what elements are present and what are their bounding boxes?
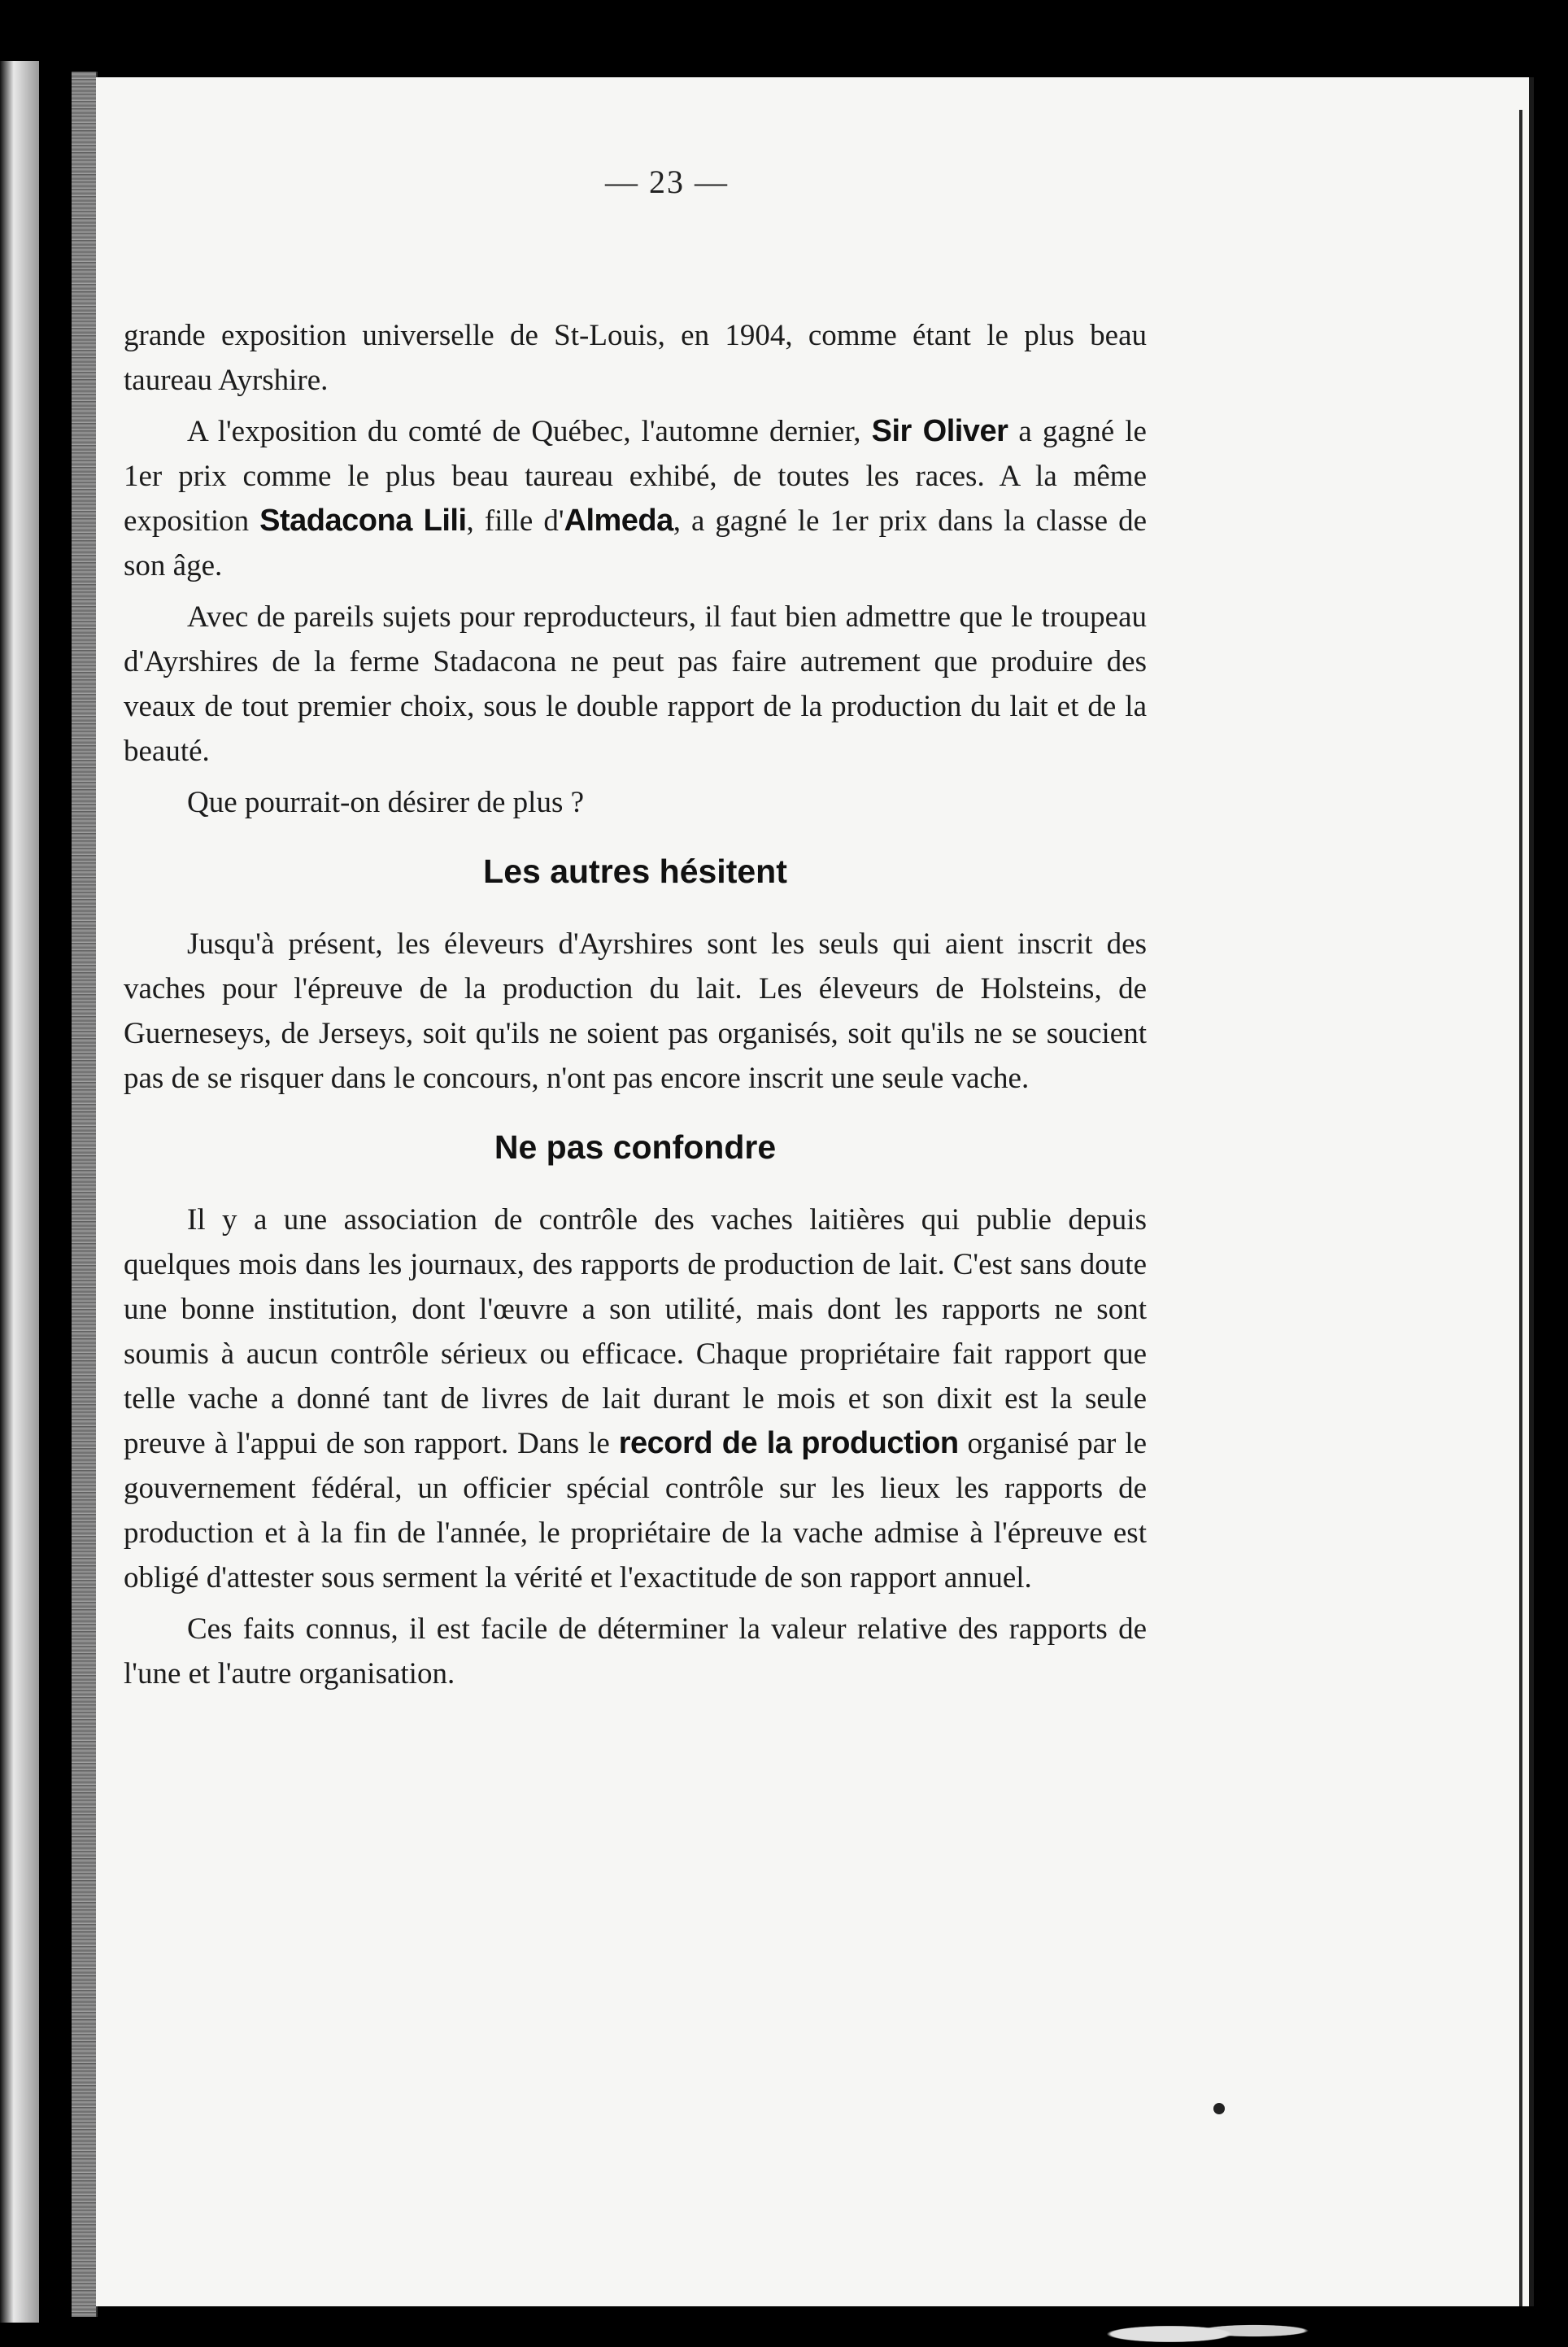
paragraph-2-text-e: , a gagné le 1er prix dans la classe de son âge. [124, 504, 1148, 582]
page-body [124, 313, 1147, 1703]
paragraph-6 [124, 1197, 1147, 1600]
bold-record-de-la-production: record de la production [618, 1426, 959, 1460]
paragraph-5: Jusqu'à présent, les éleveurs d'Ayrshires sont les seuls qui aient inscrit des vaches pour l'épreuve de la production du lait. Les éleveurs de Holsteins, de Guerneseys, de Jerseys, soit qu'ils ne soient pas organisés, soit qu'ils ne se soucient pas de se risquer dans le concours, n'ont pas encore inscrit une seule vache. [124, 927, 1147, 1095]
bold-name-almeda: Almeda [564, 504, 673, 538]
bold-name-sir-oliver: Sir Oliver [871, 414, 1008, 448]
ink-dot [1213, 2103, 1225, 2114]
bold-name-stadacona-lili: Stadacona Lili [259, 504, 467, 538]
paragraph-6-text-c: organisé par le gouvernement fédéral, un officier spécial contrôle sur les lieux les rapports de production et à la fin de l'année, le propriétaire de la vache admise à l'épreuve est obligé d'attester sous serment la vérité et l'exactitude de son rapport annuel. [124, 1427, 1147, 1594]
scan-bottom-artifact [1106, 2314, 1318, 2347]
paragraph-6-text-a: Il y a une association de contrôle des vaches laitières qui publie depuis quelques mois dans les journaux, des rapports de production de lait. C'est sans doute une bonne institution, dont l'œuvre a son utilité, mais dont les rapports ne sont soumis à aucun contrôle sérieux ou efficace. Chaque propriétaire fait rapport que telle vache a donné tant de livres de lait durant le mois et son dixit est la seule preuve à l'appui de son rapport. Dans le [124, 1203, 1147, 1460]
section-heading-les-autres-hesitent: Les autres hésitent [483, 853, 787, 890]
scan-left-edge [0, 61, 39, 2323]
paragraph-2-text-d: , fille d' [466, 504, 564, 538]
paragraph-2-text-a: A l'exposition du comté de Québec, l'automne dernier, [187, 415, 872, 448]
paragraph-2-text-c: a gagné le 1er prix comme le plus beau taureau exhibé, de toutes les races. A la même exposition [124, 415, 1147, 538]
paragraph-7: Ces faits connus, il est facile de déterminer la valeur relative des rapports de l'une et l'autre organisation. [124, 1612, 1147, 1690]
paragraph-4: Que pourrait-on désirer de plus ? [187, 786, 585, 819]
book-spine [72, 72, 98, 2317]
paragraph-1: grande exposition universelle de St-Louis, en 1904, comme étant le plus beau taureau Ayrshire. [124, 319, 1147, 397]
page-right-rule [1519, 110, 1522, 2306]
page-number: — 23 — [605, 164, 729, 200]
paragraph-2 [124, 409, 1147, 588]
section-heading-ne-pas-confondre: Ne pas confondre [494, 1128, 777, 1166]
paragraph-3: Avec de pareils sujets pour reproducteurs, il faut bien admettre que le troupeau d'Ayrshires de la ferme Stadacona ne peut pas faire autrement que produire des veaux de tout premier choix, sous le double rapport de la production du lait et de la beauté. [124, 600, 1147, 768]
